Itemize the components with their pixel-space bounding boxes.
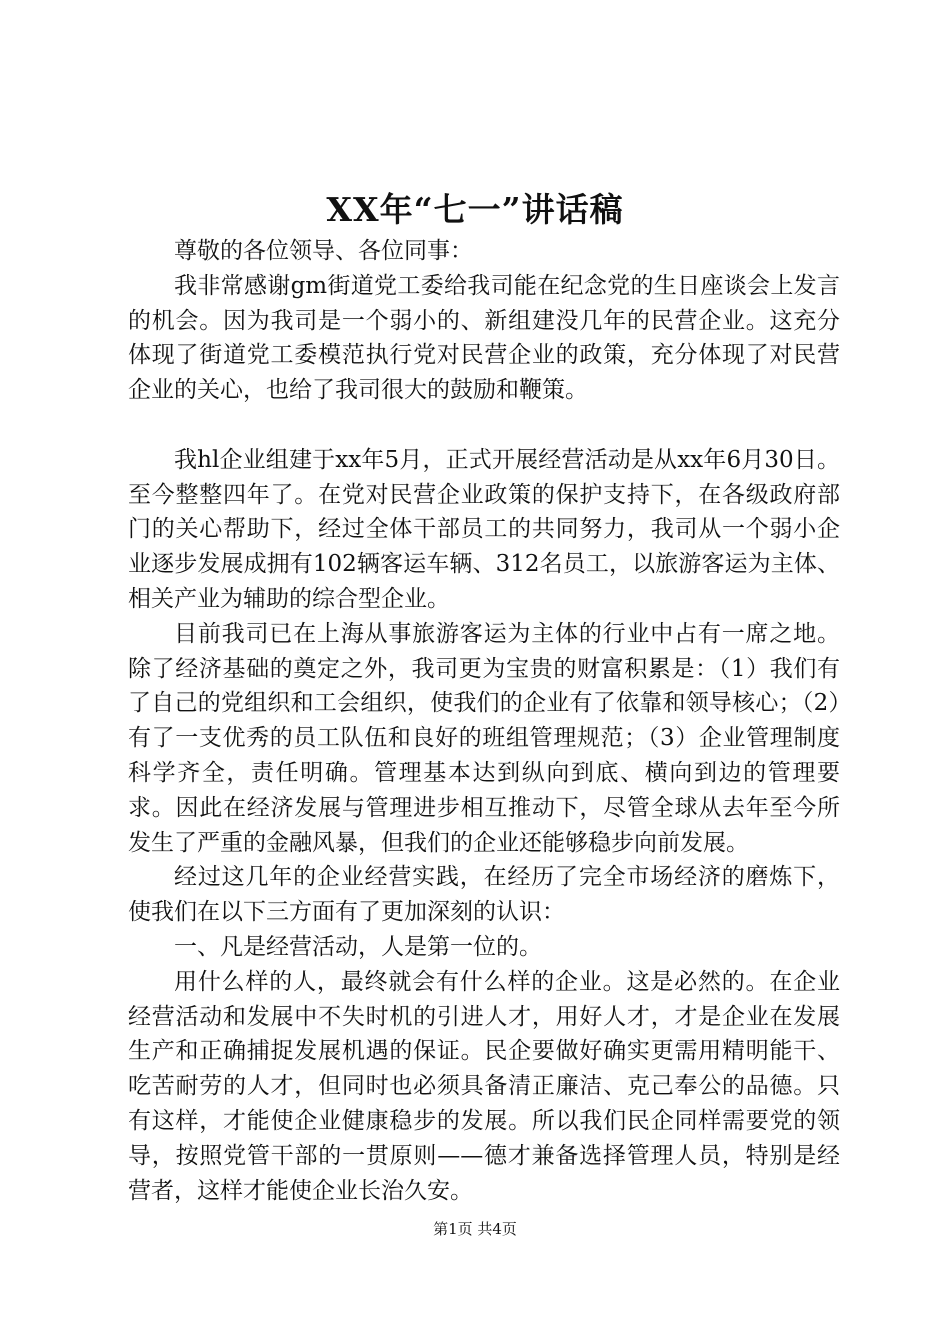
paragraph-4: 经过这几年的企业经营实践，在经历了完全市场经济的磨炼下，使我们在以下三方面有了更加深刻的认识： <box>128 864 840 926</box>
document-title: XX年“七一”讲话稿 <box>326 190 624 229</box>
document-body <box>128 234 840 1208</box>
section-heading-1: 一、凡是经营活动，人是第一位的。 <box>174 933 542 960</box>
paragraph-2: 我hl企业组建于xx年5月，正式开展经营活动是从xx年6月30日。至今整整四年了。在党对民营企业政策的保护支持下，在各级政府部门的关心帮助下，经过全体干部员工的共同努力，我司从一个弱小企业逐步发展成拥有102辆客运车辆、312名员工，以旅游客运为主体、相关产业为辅助的综合型企业。 <box>128 446 840 612</box>
page-footer: 第1页 共4页 <box>433 1220 517 1238</box>
paragraph-5: 用什么样的人，最终就会有什么样的企业。这是必然的。在企业经营活动和发展中不失时机的引进人才，用好人才，才是企业在发展生产和正确捕捉发展机遇的保证。民企要做好确实更需用精明能干、吃苦耐劳的人才，但同时也必须具备清正廉洁、克己奉公的品德。只有这样，才能使企业健康稳步的发展。所以我们民企同样需要党的领导，按照党管干部的一贯原则——德才兼备选择管理人员，特别是经营者，这样才能使企业长治久安。 <box>128 968 840 1204</box>
paragraph-1: 我非常感谢gm街道党工委给我司能在纪念党的生日座谈会上发言的机会。因为我司是一个弱小的、新组建没几年的民营企业。这充分体现了街道党工委模范执行党对民营企业的政策，充分体现了对民营企业的关心，也给了我司很大的鼓励和鞭策。 <box>128 272 840 404</box>
salutation: 尊敬的各位领导、各位同事： <box>174 238 473 264</box>
paragraph-3: 目前我司已在上海从事旅游客运为主体的行业中占有一席之地。除了经济基础的奠定之外，我司更为宝贵的财富积累是：（1）我们有了自己的党组织和工会组织，使我们的企业有了依靠和领导核心；（2）有了一支优秀的员工队伍和良好的班组管理规范；（3）企业管理制度科学齐全，责任明确。管理基本达到纵向到底、横向到边的管理要求。因此在经济发展与管理进步相互推动下，尽管全球从去年至今所发生了严重的金融风暴，但我们的企业还能够稳步向前发展。 <box>128 620 840 856</box>
